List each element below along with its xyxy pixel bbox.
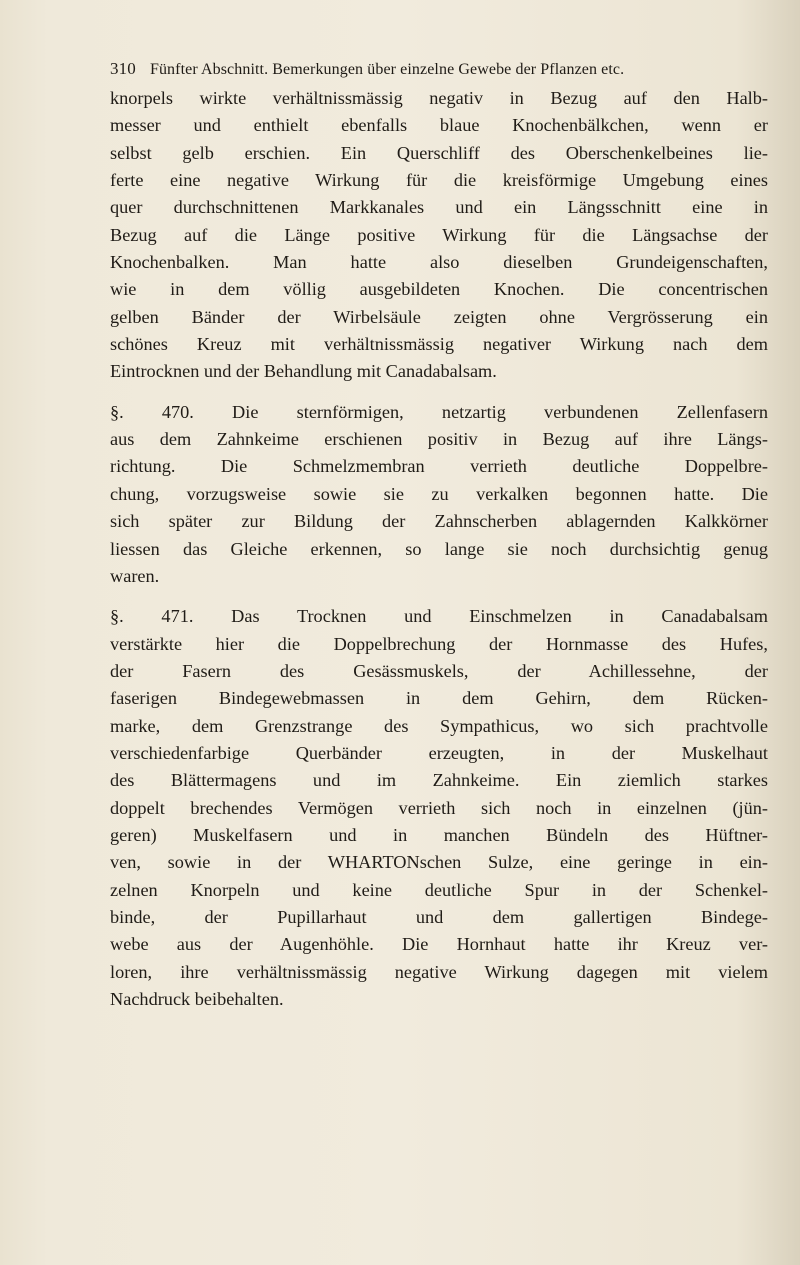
text-line: schönes Kreuz mit verhältnissmässig negativer Wirkung nach dem [110,334,768,355]
body-text [110,85,768,1013]
text-line: faserigen Bindegewebmassen in dem Gehirn, dem Rücken- [110,688,768,709]
text-line: Nachdruck beibehalten. [110,989,284,1009]
text-line: verstärkte hier die Doppelbrechung der Hornmasse des Hufes, [110,633,768,654]
text-line: richtung. Die Schmelzmembran verrieth deutliche Doppelbre- [110,456,768,477]
text-line: knorpels wirkte verhältnissmässig negativ in Bezug auf den Halb- [110,88,768,108]
text-line: waren. [110,565,160,586]
text-line: Eintrocknen und der Behandlung mit Canadabalsam. [110,361,497,382]
text-line: geren) Muskelfasern und in manchen Bündeln des Hüftner- [110,824,768,845]
text-line: §. 471. Das Trocknen und Einschmelzen in Canadabalsam [110,606,768,627]
paragraph-470 [110,399,768,590]
text-line: §. 470. Die sternförmigen, netzartig verbundenen Zellenfasern [110,401,768,422]
text-line: wie in dem völlig ausgebildeten Knochen. Die concentrischen [110,279,768,300]
text-line: ferte eine negative Wirkung für die kreisförmige Umgebung eines [110,170,768,191]
paragraph-1 [110,85,768,386]
text-line: liessen das Gleiche erkennen, so lange sie noch durchsichtig genug [110,538,768,559]
text-line: des Blättermagens und im Zahnkeime. Ein ziemlich starkes [110,770,768,791]
text-line: der Fasern des Gesässmuskels, der Achillessehne, der [110,660,768,681]
running-header [110,59,770,87]
text-line: sich später zur Bildung der Zahnscherben ablagernden Kalkkörner [110,511,768,532]
text-line: binde, der Pupillarhaut und dem gallertigen Bindege- [110,906,768,927]
text-line: selbst gelb erschien. Ein Querschliff des Oberschenkelbeines lie- [110,142,768,163]
text-line: quer durchschnittenen Markkanales und ein Längsschnitt eine in [110,197,768,218]
text-line: gelben Bänder der Wirbelsäule zeigten ohne Vergrösserung ein [110,306,768,327]
text-line: Bezug auf die Länge positive Wirkung für die Längsachse der [110,224,768,245]
text-line: Knochenbalken. Man hatte also dieselben Grundeigenschaften, [110,252,768,273]
paragraph-471 [110,603,768,1013]
text-line: loren, ihre verhältnissmässig negative Wirkung dagegen mit vielem [110,961,768,982]
page-number: 310 [110,59,136,78]
text-line: verschiedenfarbige Querbänder erzeugten, in der Muskelhaut [110,742,768,763]
running-title: Fünfter Abschnitt. Bemerkungen über einzelne Gewebe der Pflanzen etc. [149,61,625,78]
text-line: aus dem Zahnkeime erschienen positiv in Bezug auf ihre Längs- [110,429,768,450]
text-line: chung, vorzugsweise sowie sie zu verkalken begonnen hatte. Die [110,483,768,504]
text-line: messer und enthielt ebenfalls blaue Knochenbälkchen, wenn er [110,115,768,136]
text-line: ven, sowie in der WHARTONschen Sulze, eine geringe in ein- [110,852,768,873]
text-line: webe aus der Augenhöhle. Die Hornhaut hatte ihr Kreuz ver- [110,934,768,955]
text-line: marke, dem Grenzstrange des Sympathicus, wo sich prachtvolle [110,715,768,736]
text-line: doppelt brechendes Vermögen verrieth sich noch in einzelnen (jün- [110,797,768,818]
text-line: zelnen Knorpeln und keine deutliche Spur in der Schenkel- [110,879,768,900]
